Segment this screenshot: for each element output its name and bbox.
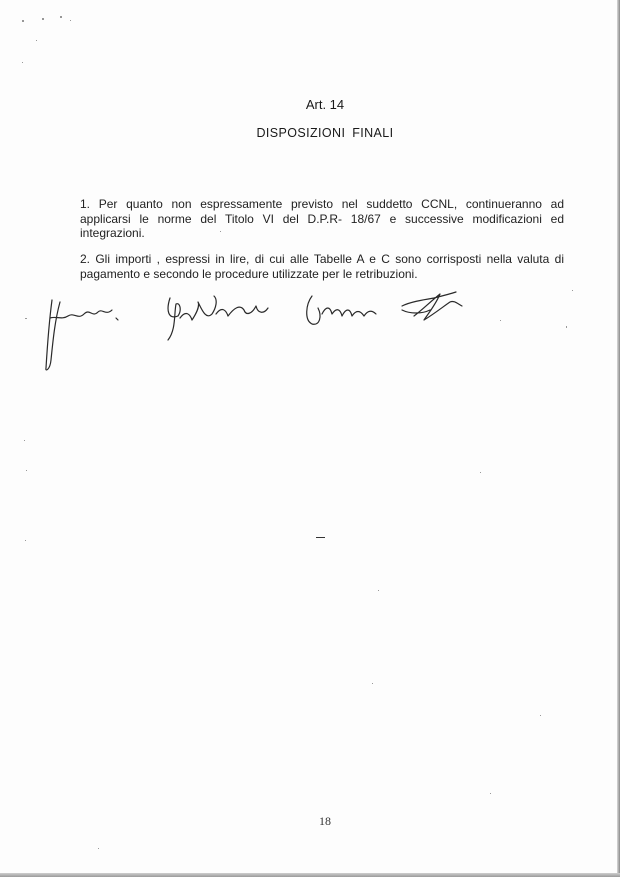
scan-speck: [98, 848, 99, 849]
scan-speck: [372, 683, 373, 684]
article-title: DISPOSIZIONI FINALI: [256, 126, 394, 140]
signature-1: [46, 300, 118, 370]
scan-mark: [316, 537, 325, 538]
scan-speck: [26, 470, 27, 471]
scan-speck: [25, 318, 27, 319]
scan-speck: [36, 40, 37, 41]
scan-speck: [22, 62, 23, 63]
article-number: Art. 14: [305, 97, 345, 112]
scan-speck: [42, 18, 44, 20]
scan-speck: [490, 793, 491, 794]
scan-speck: [220, 231, 221, 232]
scan-speck: [540, 715, 541, 716]
scan-speck: [25, 540, 26, 541]
scan-speck: [24, 440, 25, 441]
scan-speck: [572, 290, 573, 291]
signature-4: [402, 292, 462, 320]
paragraph-2: 2. Gli importi , espressi in lire, di cui alle Tabelle A e C sono corrisposti nella valuta di pagamento e secondo le procedure utilizzate per le retribuzioni.: [80, 252, 564, 281]
scan-speck: [566, 326, 567, 328]
scan-speck: [500, 320, 501, 321]
scan-speck: [70, 20, 71, 21]
scan-speck: [60, 16, 62, 18]
paragraph-1: 1. Per quanto non espressamente previsto nel suddetto CCNL, continueranno ad applicarsi le norme del Titolo VI del D.P.R- 18/67 e successive modificazioni ed integrazioni.: [80, 197, 564, 240]
scan-speck: [378, 590, 379, 591]
signature-2: [168, 296, 268, 340]
handwritten-signatures: [30, 280, 480, 375]
page-number: 18: [319, 814, 331, 828]
page-bottom-edge: [0, 873, 620, 877]
signature-3: [307, 296, 376, 324]
scan-speck: [22, 20, 24, 22]
scan-speck: [480, 472, 481, 473]
